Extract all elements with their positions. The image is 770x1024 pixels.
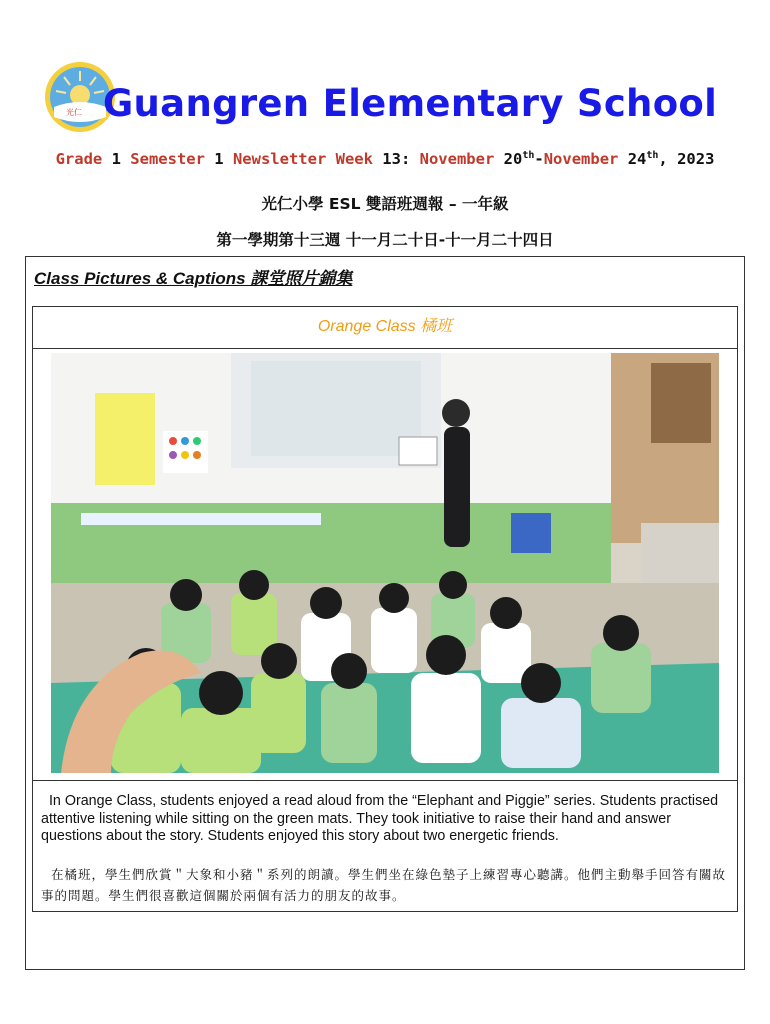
svg-text:光仁: 光仁 [66,108,82,117]
section-heading: Class Pictures & Captions 課堂照片錦集 [34,269,353,288]
chinese-date: 第一學期第十三週 十一月二十日-十一月二十四日 [216,231,554,249]
semester-word: Semester [130,150,205,168]
end-day: 24th [627,150,659,168]
start-day: 20th [503,150,535,168]
class-pictures-section [25,256,745,970]
start-month: November [419,150,495,168]
week-number: 13: [382,150,411,168]
photo-cell [33,349,737,781]
orange-class-heading: Orange Class 橘班 [33,307,737,349]
classroom-photo [51,353,719,773]
year: , 2023 [658,150,715,168]
newsletter-subline [0,150,770,168]
grade-word: Grade [55,150,103,168]
end-month: November [543,150,619,168]
chinese-title: 光仁小學 ESL 雙語班週報 – 一年級 [261,195,509,213]
grade-number: 1 [111,150,121,168]
semester-number: 1 [214,150,224,168]
school-title: Guangren Elementary School [102,82,718,125]
orange-class-box [32,306,738,912]
caption-chinese: 在橘班，學生們欣賞＂大象和小豬＂系列的朗讀。學生們坐在綠色墊子上練習專心聽講。他們主動舉手回答有關故事的問題。學生們很喜歡這個關於兩個有活力的朋友的故事。 [41,867,726,903]
newsletter-week-word: Newsletter Week [232,150,373,168]
caption-english: In Orange Class, students enjoyed a read aloud from the “Elephant and Piggie” series. Students practised attentive listening while sitting on the green mats. They took initiative to raise their hand and answer questions about the story. Students enjoyed this story about two energetic friends. [41,793,723,844]
date-dash: - [534,150,544,168]
